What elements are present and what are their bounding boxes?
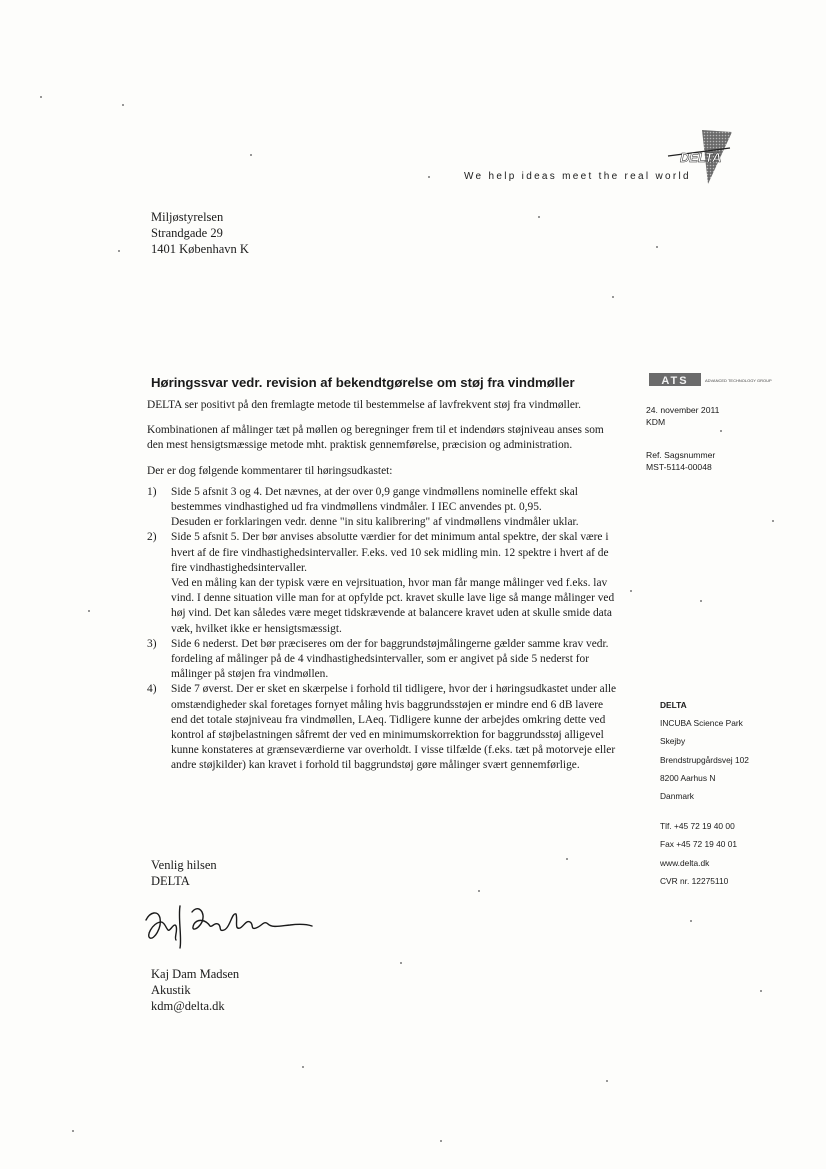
scan-speck xyxy=(118,250,120,252)
scan-speck xyxy=(122,104,124,106)
comment-number: 1) xyxy=(147,485,157,498)
paragraph-combination: Kombinationen af målinger tæt på møllen og beregninger frem til et indendørs støjniveau anses som den mest hensigtsmæssige metode mht. praktisk gennemførelse, præcision og administration. xyxy=(147,424,604,452)
ats-logo-text: ATS xyxy=(661,375,689,387)
closing-org: DELTA xyxy=(151,874,190,888)
scan-speck xyxy=(700,600,702,602)
signer-name: Kaj Dam Madsen xyxy=(151,967,240,981)
scan-speck xyxy=(302,1066,304,1068)
scan-speck xyxy=(40,96,42,98)
comment-item xyxy=(147,530,617,636)
scan-speck xyxy=(478,890,480,892)
sender-cvr: CVR nr. 12275110 xyxy=(660,875,729,886)
comment-text: Side 5 afsnit 3 og 4. Det nævnes, at der over 0,9 gange vindmøllens nominelle effekt skal bestemmes vindhastighed ud fra vindmøllens vindmåler. I IEC anvendes pt. 0,95. xyxy=(171,485,578,514)
sender-address xyxy=(660,696,749,890)
scan-speck xyxy=(566,858,568,860)
comment-item xyxy=(147,682,617,773)
comment-number: 4) xyxy=(147,683,157,696)
signer-email: kdm@delta.dk xyxy=(151,999,225,1013)
comment-item xyxy=(147,637,617,683)
paragraph-intro: DELTA ser positivt på den fremlagte metode til bestemmelse af lavfrekvent støj fra vindmøller. xyxy=(147,399,581,411)
scan-speck xyxy=(538,216,540,218)
recipient-street: Strandgade 29 xyxy=(151,226,223,240)
comment-item xyxy=(147,485,617,531)
sender-city: 8200 Aarhus N xyxy=(660,772,716,783)
comment-number: 3) xyxy=(147,637,157,650)
scan-speck xyxy=(606,1080,608,1082)
scan-speck xyxy=(760,990,762,992)
recipient-name: Miljøstyrelsen xyxy=(151,210,224,224)
sender-contacts xyxy=(660,817,749,890)
sender-phone: Tlf. +45 72 19 40 00 xyxy=(660,821,735,832)
ats-logo xyxy=(649,372,772,388)
comment-text: Side 7 øverst. Der er sket en skærpelse i forhold til tidligere, hvor der i høringsudkastet under alle omstændigheder skal foretages fornyet måling hvis baggrundsstøjen er mindre end 6 dB lavere end det totale støjniveau fra vindmøllen, LAeq. Tidligere kunne der arbejdes omkring dette ved kontrol af støjbelastningen såfremt der ved en minimumskorrektion for baggrundsstøj alligevel kunne konstateres at grænseværdierne var overholdt. I visse tilfælde (f.eks. tæt på motorveje eller andre støjkilder) kan kravet i forhold til baggrundstøj gøre målinger svært gennemførlige. xyxy=(171,683,617,772)
reference-label: Ref. Sagsnummer xyxy=(646,450,716,460)
recipient-address xyxy=(151,209,249,257)
signer-department: Akustik xyxy=(151,983,191,997)
comment-text: Side 6 nederst. Det bør præciseres om der for baggrundstøjmålingerne gælder samme krav vedr. fordeling af målinger på de 4 vindhastighedsintervaller, som er angivet på side 5 nederst for målinger på støjen fra vindmøllen. xyxy=(171,637,609,681)
sender-park: INCUBA Science Park xyxy=(660,718,743,729)
scan-speck xyxy=(400,962,402,964)
scan-speck xyxy=(88,610,90,612)
scan-speck xyxy=(440,1140,442,1142)
sender-area: Skejby xyxy=(660,736,686,747)
handwritten-signature xyxy=(140,898,315,958)
letter-initials: KDM xyxy=(646,417,666,427)
ats-logo-caption: ADVANCED TECHNOLOGY GROUP xyxy=(705,378,772,383)
sender-website: www.delta.dk xyxy=(660,857,710,868)
sender-org: DELTA xyxy=(660,700,687,710)
letter-date: 24. november 2011 xyxy=(646,405,720,415)
scan-speck xyxy=(772,520,774,522)
scan-speck xyxy=(612,296,614,298)
comment-text: Side 5 afsnit 5. Der bør anvises absolutte værdier for det minimum antal spektre, der skal være i hvert af de fire vindhastighedsintervaller. F.eks. ved 10 sek midling min. 12 spektre i hvert af de fire vindhastighedsintervaller. xyxy=(171,531,609,574)
scan-speck xyxy=(250,154,252,156)
company-tagline: We help ideas meet the real world xyxy=(464,171,691,182)
reference-value: MST-5114-00048 xyxy=(646,462,712,472)
sender-country: Danmark xyxy=(660,791,694,802)
sender-fax: Fax +45 72 19 40 01 xyxy=(660,839,738,850)
comment-extra: Desuden er forklaringen vedr. denne "in situ kalibrering" af vindmøllens vindmåler uklar. xyxy=(171,516,579,529)
comment-extra: Ved en måling kan der typisk være en vejrsituation, hvor man får mange målinger ved f.eks. lav vind. I denne situation ville man for at opfylde pct. kravet skulle lave lige så mange målinger ved høj vind. Det kan således være meget tidskrævende at balancere kravet uden at skulle smide data væk, hvilket ikke er hensigtsmæssigt. xyxy=(171,577,615,635)
scan-speck xyxy=(656,246,658,248)
sender-street: Brendstrupgårdsvej 102 xyxy=(660,754,749,765)
delta-logo-text: DELTA xyxy=(680,150,722,165)
scan-speck xyxy=(72,1130,74,1132)
letter-meta xyxy=(646,404,719,473)
closing-greeting: Venlig hilsen xyxy=(151,858,217,872)
scan-speck xyxy=(720,430,722,432)
comment-number: 2) xyxy=(147,531,157,544)
scan-speck xyxy=(690,920,692,922)
scan-speck xyxy=(428,176,430,178)
paragraph-comments-intro: Der er dog følgende kommentarer til høringsudkastet: xyxy=(147,464,393,477)
letter-closing xyxy=(151,857,217,889)
scan-speck xyxy=(630,590,632,592)
recipient-city: 1401 København K xyxy=(151,242,249,256)
letter-title: Høringssvar vedr. revision af bekendtgørelse om støj fra vindmøller xyxy=(151,375,575,390)
letter-body xyxy=(147,398,617,774)
comments-list xyxy=(147,485,617,774)
signer-block xyxy=(151,966,239,1014)
